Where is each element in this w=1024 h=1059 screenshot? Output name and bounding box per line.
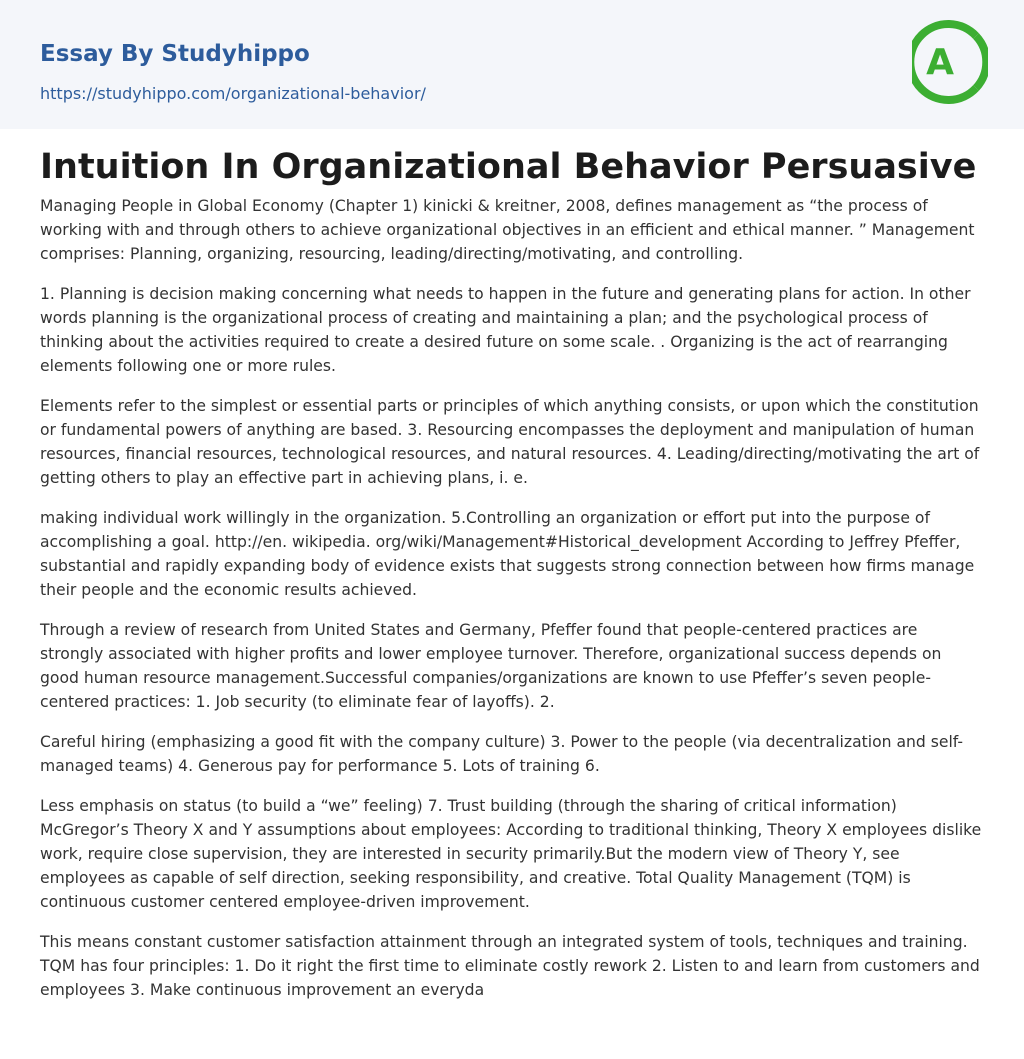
article-paragraph: Through a review of research from United States and Germany, Pfeffer found that people-centered practices are strongly associated with higher profits and lower employee turnover. Therefore, organizational success depends on good human resource management.Successful companies/organizations are known to use Pfeffer’s seven people-centered practices: 1. Job security (to eliminate fear of layoffs). 2. <box>40 621 942 711</box>
logo-letter: A <box>926 42 954 83</box>
article-paragraph: Less emphasis on status (to build a “we” feeling) 7. Trust building (through the sharing of critical information) McGregor’s Theory X and Y assumptions about employees: According to traditional thinking, Theory X employees dislike work, require close supervision, they are interested in security primarily.But the modern view of Theory Y, see employees as capable of self direction, seeking responsibility, and creative. Total Quality Management (TQM) is continuous customer centered employee-driven improvement. <box>40 797 982 911</box>
article-paragraph: This means constant customer satisfaction attainment through an integrated system of tools, techniques and training. TQM has four principles: 1. Do it right the first time to eliminate costly rework 2. Listen to and learn from customers and employees 3. Make continuous improvement an everyda <box>40 933 980 999</box>
article-paragraph: 1. Planning is decision making concerning what needs to happen in the future and generating plans for action. In other words planning is the organizational process of creating and maintaining a plan; and the psychological process of thinking about the activities required to create a desired future on some scale. . Organizing is the act of rearranging elements following one or more rules. <box>40 285 971 375</box>
article-paragraph: making individual work willingly in the organization. 5.Controlling an organization or effort put into the purpose of accomplishing a goal. http://en. wikipedia. org/wiki/Management#Historical_development According to Jeffrey Pfeffer, substantial and rapidly expanding body of evidence exists that suggests strong connection between how firms manage their people and the economic results achieved. <box>40 509 975 599</box>
article-body <box>40 194 984 1018</box>
article-paragraph: Elements refer to the simplest or essential parts or principles of which anything consists, or upon which the constitution or fundamental powers of anything are based. 3. Resourcing encompasses the deployment and manipulation of human resources, financial resources, technological resources, and natural resources. 4. Leading/directing/motivating the art of getting others to play an effective part in achieving plans, i. e. <box>40 397 980 487</box>
site-brand[interactable]: Essay By Studyhippo <box>40 41 310 67</box>
article-title: Intuition In Organizational Behavior Persuasive <box>40 147 977 187</box>
article-paragraph: Careful hiring (emphasizing a good fit with the company culture) 3. Power to the people (via decentralization and self-managed teams) 4. Generous pay for performance 5. Lots of training 6. <box>40 733 964 775</box>
essay-url-link[interactable]: https://studyhippo.com/organizational-behavior/ <box>40 84 426 103</box>
article-paragraph: Managing People in Global Economy (Chapter 1) kinicki & kreitner, 2008, defines management as “the process of working with and through others to achieve organizational objectives in an efficient and ethical manner. ” Management comprises: Planning, organizing, resourcing, leading/directing/motivating, and controlling. <box>40 197 975 263</box>
